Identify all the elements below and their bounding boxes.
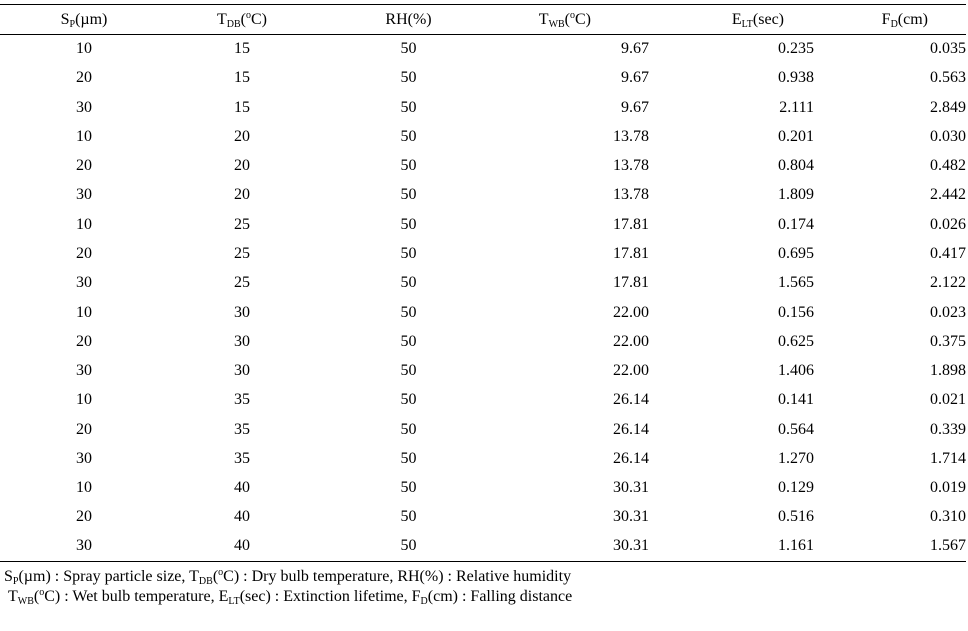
cell-relative-humidity: 50: [400, 215, 417, 233]
cell-relative-humidity: 50: [400, 98, 417, 116]
cell-falling-distance: 1.714: [930, 449, 966, 467]
cell-spray-particle-size: 30: [76, 362, 92, 380]
cell-extinction-lifetime: 0.235: [778, 40, 814, 58]
cell-spray-particle-size: 20: [76, 420, 92, 438]
cell-relative-humidity: 50: [400, 479, 417, 497]
cell-extinction-lifetime: 1.809: [778, 186, 814, 204]
cell-falling-distance: 2.122: [930, 274, 966, 292]
cell-relative-humidity: 50: [400, 127, 417, 145]
cell-falling-distance: 2.442: [930, 186, 966, 204]
table-footnotes: [4, 567, 572, 607]
cell-extinction-lifetime: 0.201: [778, 127, 814, 145]
cell-dry-bulb-temp: 30: [234, 362, 250, 380]
cell-dry-bulb-temp: 20: [234, 157, 250, 175]
cell-dry-bulb-temp: 30: [234, 303, 250, 321]
header-wet-bulb-temperature: $T_{WB}(^oC)$: [501, 5, 649, 35]
cell-falling-distance: 0.026: [930, 215, 966, 233]
table-row: [0, 152, 966, 181]
cell-extinction-lifetime: 2.111: [779, 98, 814, 116]
cell-extinction-lifetime: 1.565: [778, 274, 814, 292]
cell-wet-bulb-temp: 17.81: [613, 215, 649, 233]
cell-dry-bulb-temp: 40: [234, 508, 250, 526]
cell-spray-particle-size: 10: [76, 479, 92, 497]
cell-extinction-lifetime: 0.174: [778, 215, 814, 233]
cell-extinction-lifetime: 0.695: [778, 244, 814, 262]
table-row: [0, 269, 966, 298]
cell-falling-distance: 0.023: [930, 303, 966, 321]
cell-spray-particle-size: 30: [76, 449, 92, 467]
header-spray-particle-size: $S_P(\mu m)$: [0, 5, 168, 35]
cell-extinction-lifetime: 0.516: [778, 508, 814, 526]
cell-dry-bulb-temp: 35: [234, 391, 250, 409]
cell-relative-humidity: 50: [400, 244, 417, 262]
cell-relative-humidity: 50: [400, 303, 417, 321]
table-row: [0, 64, 966, 93]
cell-relative-humidity: 50: [400, 332, 417, 350]
cell-spray-particle-size: 20: [76, 157, 92, 175]
table-row: [0, 327, 966, 356]
cell-dry-bulb-temp: 35: [234, 449, 250, 467]
cell-falling-distance: 0.482: [930, 157, 966, 175]
cell-wet-bulb-temp: 22.00: [613, 362, 649, 380]
cell-falling-distance: 0.021: [930, 391, 966, 409]
cell-falling-distance: 1.898: [930, 362, 966, 380]
cell-relative-humidity: 50: [400, 40, 417, 58]
cell-dry-bulb-temp: 40: [234, 479, 250, 497]
cell-spray-particle-size: 20: [76, 332, 92, 350]
cell-dry-bulb-temp: 20: [234, 186, 250, 204]
cell-wet-bulb-temp: 30.31: [501, 532, 649, 561]
cell-relative-humidity: 50: [400, 186, 417, 204]
cell-extinction-lifetime: 0.564: [778, 420, 814, 438]
header-falling-distance: $F_D(cm)$: [814, 5, 966, 35]
cell-falling-distance: 1.567: [814, 532, 966, 561]
table-header: [0, 5, 966, 35]
cell-extinction-lifetime: 0.156: [778, 303, 814, 321]
cell-extinction-lifetime: 0.804: [778, 157, 814, 175]
cell-wet-bulb-temp: 22.00: [613, 303, 649, 321]
cell-wet-bulb-temp: 13.78: [613, 186, 649, 204]
cell-relative-humidity: 50: [400, 69, 417, 87]
cell-wet-bulb-temp: 9.67: [621, 40, 649, 58]
cell-wet-bulb-temp: 13.78: [613, 127, 649, 145]
table-row: [0, 298, 966, 327]
cell-extinction-lifetime: 1.406: [778, 362, 814, 380]
table-row: [0, 386, 966, 415]
cell-relative-humidity: 50: [400, 274, 417, 292]
footnote-line-2: $T_{WB}(^oC)$ : Wet bulb temperature, $E_{LT}(\sec)$ : Extinction lifetime, $F_D(cm)$ : Falling distance: [8, 587, 573, 607]
cell-spray-particle-size: 30: [76, 98, 92, 116]
cell-relative-humidity: 50: [400, 362, 417, 380]
header-relative-humidity: RH(%): [316, 5, 501, 35]
cell-dry-bulb-temp: 25: [234, 274, 250, 292]
table-row: [0, 210, 966, 239]
cell-falling-distance: 2.849: [930, 98, 966, 116]
cell-falling-distance: 0.563: [930, 69, 966, 87]
table-row: [0, 415, 966, 444]
cell-extinction-lifetime: 0.625: [778, 332, 814, 350]
cell-dry-bulb-temp: 30: [234, 332, 250, 350]
cell-spray-particle-size: 10: [76, 127, 92, 145]
cell-dry-bulb-temp: 25: [234, 215, 250, 233]
cell-dry-bulb-temp: 15: [234, 40, 250, 58]
cell-spray-particle-size: 20: [76, 508, 92, 526]
cell-extinction-lifetime: 0.129: [778, 479, 814, 497]
cell-falling-distance: 0.339: [930, 420, 966, 438]
cell-extinction-lifetime: 0.938: [778, 69, 814, 87]
cell-spray-particle-size: 10: [76, 40, 92, 58]
cell-extinction-lifetime: 1.270: [778, 449, 814, 467]
cell-falling-distance: 0.035: [930, 40, 966, 58]
table-row: [0, 239, 966, 268]
data-table: [0, 4, 966, 562]
cell-relative-humidity: 50: [400, 508, 417, 526]
table-row: [0, 181, 966, 210]
cell-spray-particle-size: 10: [76, 215, 92, 233]
cell-dry-bulb-temp: 35: [234, 420, 250, 438]
cell-falling-distance: 0.417: [930, 244, 966, 262]
cell-spray-particle-size: 30: [76, 274, 92, 292]
cell-wet-bulb-temp: 30.31: [613, 479, 649, 497]
cell-dry-bulb-temp: 15: [234, 69, 250, 87]
footnote-line-1: $S_P(\mu m)$ : Spray particle size, $T_{DB}(^oC)$ : Dry bulb temperature, RH(%) : Relative humidity: [4, 567, 572, 587]
cell-relative-humidity: 50: [400, 420, 417, 438]
cell-relative-humidity: 50: [400, 157, 417, 175]
cell-wet-bulb-temp: 26.14: [613, 420, 649, 438]
cell-extinction-lifetime: 1.161: [649, 532, 814, 561]
cell-wet-bulb-temp: 9.67: [621, 69, 649, 87]
cell-spray-particle-size: 10: [76, 303, 92, 321]
header-dry-bulb-temperature: $T_{DB}(^oC)$: [168, 5, 316, 35]
cell-dry-bulb-temp: 15: [234, 98, 250, 116]
cell-spray-particle-size: 30: [0, 532, 168, 561]
cell-spray-particle-size: 20: [76, 244, 92, 262]
cell-wet-bulb-temp: 17.81: [613, 274, 649, 292]
header-extinction-lifetime: $E_{LT}(\sec)$: [649, 5, 814, 35]
cell-relative-humidity: 50: [400, 391, 417, 409]
header-row: [0, 5, 966, 35]
cell-wet-bulb-temp: 26.14: [613, 391, 649, 409]
table-row: [0, 93, 966, 122]
cell-wet-bulb-temp: 22.00: [613, 332, 649, 350]
cell-wet-bulb-temp: 13.78: [613, 157, 649, 175]
cell-spray-particle-size: 10: [76, 391, 92, 409]
cell-wet-bulb-temp: 17.81: [613, 244, 649, 262]
cell-wet-bulb-temp: 30.31: [613, 508, 649, 526]
cell-falling-distance: 0.310: [930, 508, 966, 526]
table-row: [0, 503, 966, 532]
cell-wet-bulb-temp: 26.14: [613, 449, 649, 467]
cell-falling-distance: 0.375: [930, 332, 966, 350]
cell-dry-bulb-temp: 25: [234, 244, 250, 262]
cell-dry-bulb-temp: 40: [168, 532, 316, 561]
table-row: [0, 122, 966, 151]
cell-dry-bulb-temp: 20: [234, 127, 250, 145]
table-row: [0, 356, 966, 385]
table-row: [0, 444, 966, 473]
table-row: [0, 473, 966, 502]
cell-wet-bulb-temp: 9.67: [621, 98, 649, 116]
cell-falling-distance: 0.030: [930, 127, 966, 145]
cell-spray-particle-size: 30: [76, 186, 92, 204]
cell-relative-humidity: 50: [316, 532, 501, 561]
table-row: [0, 532, 966, 561]
cell-relative-humidity: 50: [400, 449, 417, 467]
table-body: [0, 35, 966, 562]
cell-extinction-lifetime: 0.141: [778, 391, 814, 409]
cell-spray-particle-size: 20: [76, 69, 92, 87]
cell-falling-distance: 0.019: [930, 479, 966, 497]
table-row: [0, 35, 966, 64]
